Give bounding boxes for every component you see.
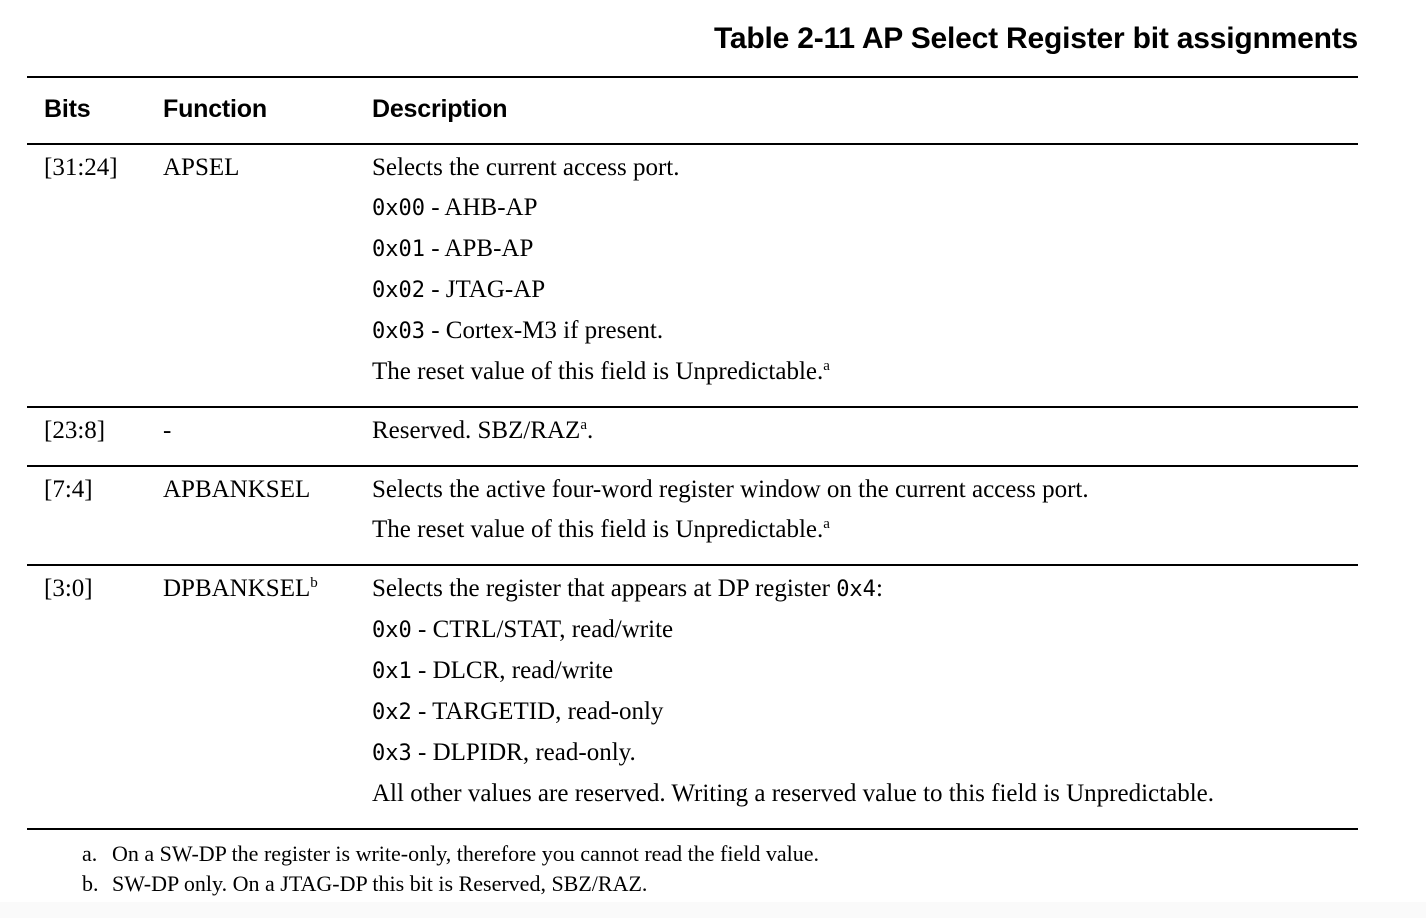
table-row	[27, 566, 1358, 830]
text-segment: - APB-AP	[424, 235, 534, 262]
hex-value: 0x02	[372, 278, 425, 303]
column-header-function: Function	[163, 95, 267, 123]
text-segment: Selects the active four-word register window on the current access port.	[372, 476, 1089, 503]
text-segment: - AHB-AP	[424, 194, 538, 221]
hex-value: 0x00	[372, 196, 425, 221]
text-segment: - JTAG-AP	[424, 276, 546, 303]
text-segment: - Cortex-M3 if present.	[424, 317, 664, 344]
function-cell	[163, 411, 372, 451]
footnotes-section	[27, 830, 1358, 899]
text-segment: The reset value of this field is Unpredictable.	[372, 358, 824, 385]
bits-cell: [7:4]	[44, 476, 93, 503]
hex-value: 0x1	[372, 659, 412, 684]
bits-cell: [23:8]	[44, 417, 106, 444]
description-line	[372, 352, 1358, 392]
description-line	[372, 692, 1358, 733]
description-line	[372, 510, 1358, 550]
hex-value: 0x0	[372, 618, 412, 643]
table-body	[27, 145, 1358, 830]
footnote-ref: a	[580, 417, 587, 433]
text-segment: Reserved. SBZ/RAZ	[372, 417, 581, 444]
text-segment: The reset value of this field is Unpredictable.	[372, 516, 824, 543]
bits-cell: [31:24]	[44, 154, 118, 181]
table-row	[27, 408, 1358, 467]
hex-value: 0x4	[836, 577, 876, 602]
description-cell	[372, 470, 1358, 550]
description-line	[372, 569, 1358, 610]
footnote	[82, 869, 1358, 899]
hex-value: 0x03	[372, 319, 425, 344]
description-line	[372, 651, 1358, 692]
text-segment: APSEL	[163, 154, 240, 181]
text-segment: .	[587, 417, 594, 444]
description-line	[372, 774, 1358, 814]
description-line	[372, 411, 1358, 451]
function-cell	[163, 470, 372, 550]
column-header-bits: Bits	[44, 95, 91, 123]
footnote-text: SW-DP only. On a JTAG-DP this bit is Reserved, SBZ/RAZ.	[112, 871, 648, 896]
description-line	[372, 188, 1358, 229]
function-cell	[163, 569, 372, 814]
footnote-text: On a SW-DP the register is write-only, therefore you cannot read the field value.	[112, 841, 820, 866]
table-header-row	[27, 78, 1358, 145]
text-segment: -	[163, 417, 172, 444]
register-table	[27, 76, 1358, 830]
table-row	[27, 145, 1358, 408]
text-segment: Selects the register that appears at DP register	[372, 575, 837, 602]
text-segment: - DLCR, read/write	[411, 657, 614, 684]
text-segment: Selects the current access port.	[372, 154, 680, 181]
description-cell	[372, 569, 1358, 814]
text-segment: DPBANKSEL	[163, 575, 311, 602]
description-line	[372, 270, 1358, 311]
text-segment: - TARGETID, read-only	[411, 698, 664, 725]
text-segment: :	[875, 575, 883, 602]
table-row	[27, 467, 1358, 566]
description-line	[372, 311, 1358, 352]
description-line	[372, 229, 1358, 270]
description-line	[372, 733, 1358, 774]
footnote-ref: a	[823, 358, 830, 374]
function-cell	[163, 148, 372, 392]
description-cell	[372, 411, 1358, 451]
hex-value: 0x3	[372, 741, 412, 766]
text-segment: - DLPIDR, read-only.	[411, 739, 636, 766]
description-line	[372, 470, 1358, 510]
table-caption: Table 2-11 AP Select Register bit assignments	[713, 22, 1358, 55]
footnote-marker: b.	[82, 871, 99, 896]
text-segment: All other values are reserved. Writing a reserved value to this field is Unpredictable.	[372, 780, 1214, 807]
description-line	[372, 610, 1358, 651]
hex-value: 0x2	[372, 700, 412, 725]
description-cell	[372, 148, 1358, 392]
text-segment: - CTRL/STAT, read/write	[411, 616, 674, 643]
column-header-description: Description	[372, 95, 508, 123]
footnote-ref: a	[823, 516, 830, 532]
footnote-ref: b	[310, 575, 318, 591]
bits-cell: [3:0]	[44, 575, 93, 602]
hex-value: 0x01	[372, 237, 425, 262]
footnote-marker: a.	[82, 841, 98, 866]
page-edge-band	[0, 902, 1426, 918]
description-line	[372, 148, 1358, 188]
footnote	[82, 839, 1358, 869]
text-segment: APBANKSEL	[163, 476, 311, 503]
document-content	[27, 0, 1358, 899]
